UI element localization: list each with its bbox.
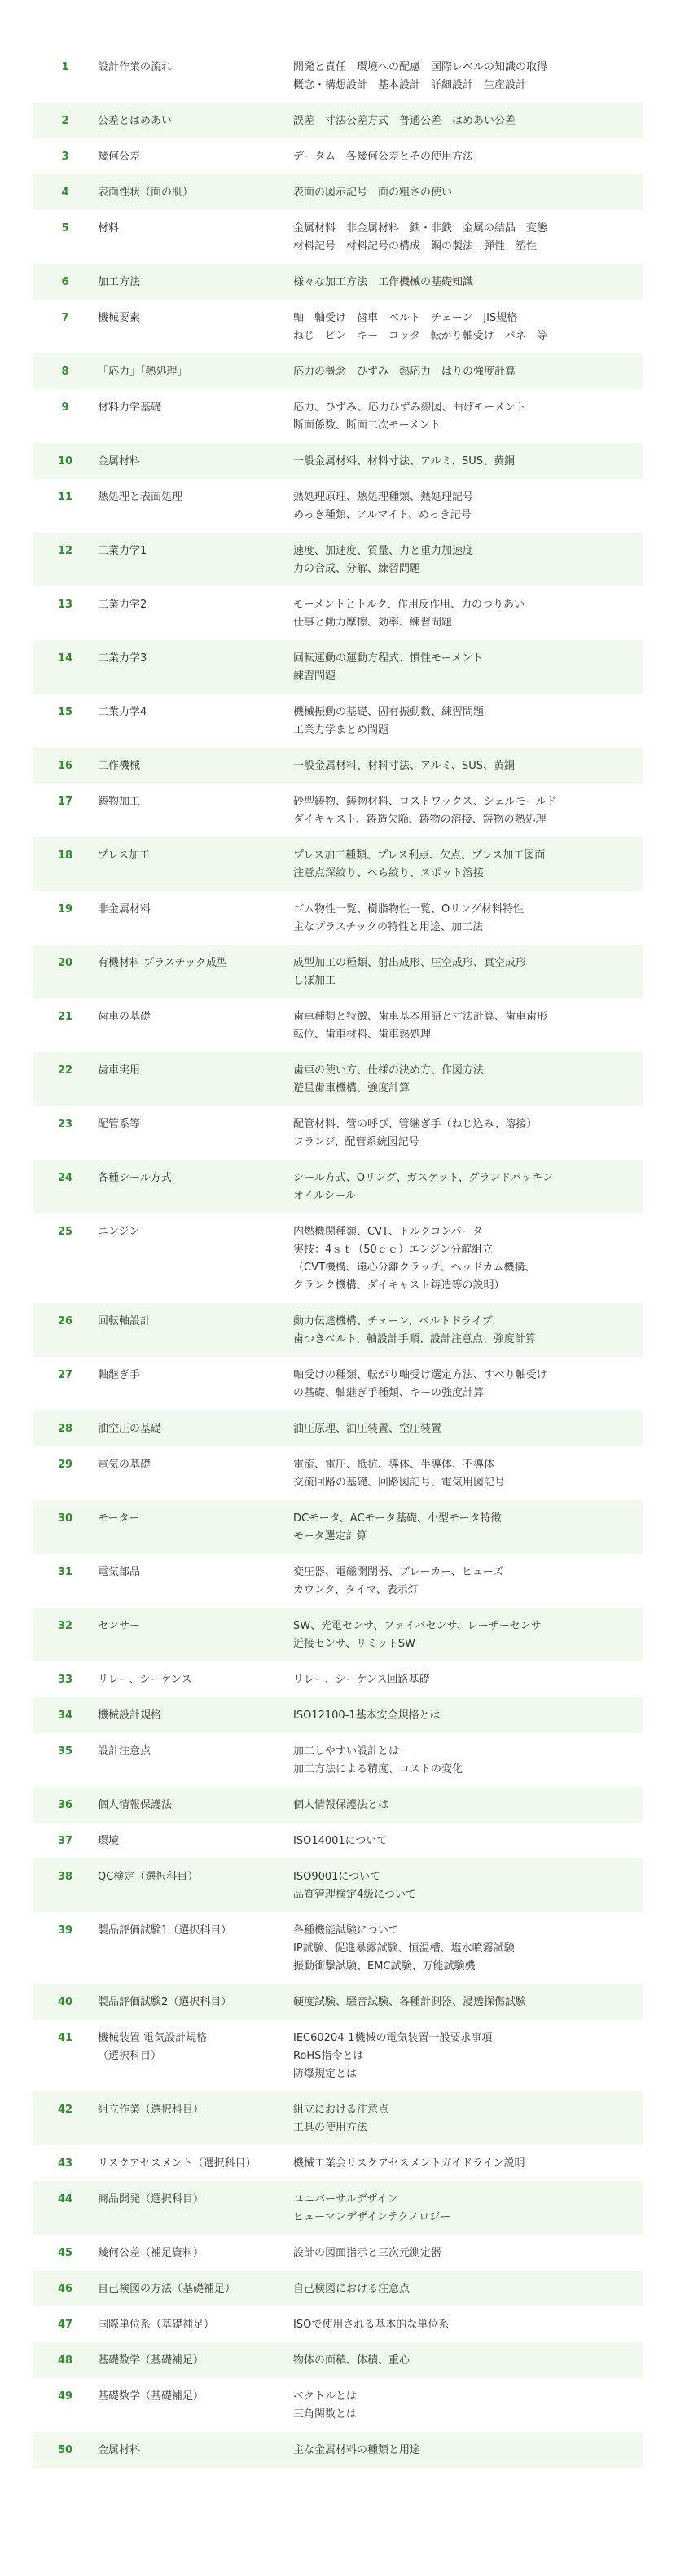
topic-line: 変圧器、電磁開閉器、ブレーカー、ヒューズ	[293, 1566, 504, 1578]
row-title: 設計注意点	[98, 1745, 151, 1758]
row-number: 43	[57, 2157, 73, 2170]
row-title: 機械装置 電気設計規格 （選択科目）	[98, 2032, 208, 2062]
row-number: 22	[57, 1064, 73, 1077]
row-number: 29	[57, 1459, 73, 1471]
row-title: 自己検図の方法（基礎補足）	[98, 2283, 236, 2295]
row-title: 個人情報保護法	[98, 1799, 173, 1811]
table-row	[33, 2342, 643, 2378]
topic-line: 工業力学まとめ問題	[293, 724, 389, 736]
topic-line: 各種機能試験について	[293, 1924, 399, 1937]
topic-line: 誤差 寸法公差方式 普通公差 はめあい公差	[293, 115, 516, 127]
table-row	[33, 748, 643, 783]
row-topics	[293, 1868, 643, 1904]
row-number: 24	[57, 1172, 73, 1184]
row-title: 鋳物加工	[98, 796, 141, 808]
row-title: 製品評価試験1（選択科目）	[98, 1924, 232, 1937]
topic-line: 熱処理原理、熱処理種類、熱処理記号	[293, 491, 474, 503]
row-number: 46	[57, 2283, 73, 2295]
row-topics	[293, 1671, 643, 1689]
topic-line: ゴム物性一覧、樹脂物性一覧、Oリング材料特性	[293, 903, 524, 915]
topic-line: 交流回路の基礎、回路図記号、電気用図記号	[293, 1477, 506, 1489]
table-row	[33, 103, 643, 138]
topic-line: の基礎、軸継ぎ手種類、キーの強度計算	[293, 1387, 485, 1399]
topic-line: 材料記号 材料記号の構成 鋼の製法 弾性 塑性	[293, 240, 538, 252]
row-number: 47	[57, 2319, 73, 2331]
topic-line: 力の合成、分解、練習問題	[293, 563, 421, 575]
row-number: 50	[57, 2444, 73, 2456]
row-title: 表面性状（面の肌）	[98, 187, 194, 199]
topic-line: 砂型鋳物、鋳物材料、ロストワックス、シェルモールド	[293, 796, 557, 808]
topic-line: 物体の面積、体積、重心	[293, 2354, 410, 2367]
table-row	[33, 389, 643, 443]
row-title: プレス加工	[98, 849, 151, 862]
row-topics	[293, 1510, 643, 1546]
table-row	[33, 1608, 643, 1661]
table-row	[33, 1357, 643, 1411]
topic-line: クランク機構、ダイキャスト鋳造等の説明）	[293, 1279, 505, 1292]
topic-line: 自己検図における注意点	[293, 2283, 410, 2295]
topic-line: 近接センサ、リミットSW	[293, 1638, 415, 1650]
table-row	[33, 2091, 643, 2145]
topic-line: 断面係数、断面二次モーメント	[293, 419, 441, 432]
row-title: 製品評価試験2（選択科目）	[98, 1996, 232, 2008]
row-number: 48	[57, 2354, 73, 2367]
topic-line: オイルシール	[293, 1190, 356, 1202]
topic-line: リレー、シーケンス回路基礎	[293, 1674, 430, 1686]
topic-line: 工具の使用方法	[293, 2122, 368, 2134]
row-number: 8	[61, 366, 69, 378]
row-number: 34	[57, 1709, 73, 1722]
row-topics	[293, 1832, 643, 1850]
topic-line: データム 各幾何公差とその使用方法	[293, 151, 474, 163]
row-topics	[293, 2101, 643, 2137]
topic-line: 一般金属材料、材料寸法、アルミ、SUS、黄銅	[293, 760, 515, 772]
topic-line: 様々な加工方法 工作機械の基礎知識	[293, 276, 474, 288]
row-title: 商品開発（選択科目）	[98, 2193, 204, 2205]
row-topics	[293, 757, 643, 775]
table-row	[33, 1500, 643, 1554]
table-row	[33, 1446, 643, 1500]
topic-line: 機械工業会リスクアセスメントガイドライン説明	[293, 2157, 525, 2170]
row-title: 工作機械	[98, 760, 141, 772]
row-title: 工業力学4	[98, 706, 147, 718]
topic-line: 電流、電圧、抵抗、導体、半導体、不導体	[293, 1459, 495, 1471]
topic-line: 設計の図面指示と三次元測定器	[293, 2247, 442, 2259]
row-title: 電気の基礎	[98, 1459, 151, 1471]
table-row	[33, 837, 643, 891]
row-number: 7	[61, 312, 69, 324]
row-title: 金属材料	[98, 2444, 141, 2456]
topic-line: ISO12100-1基本安全規格とは	[293, 1709, 441, 1722]
row-number: 40	[57, 1996, 73, 2008]
topic-line: 加工方法による精度、コストの変化	[293, 1763, 463, 1775]
row-title: 熱処理と表面処理	[98, 491, 183, 503]
row-topics	[293, 59, 643, 94]
topic-line: 金属材料 非金属材料 鉄・非鉄 金属の結晶 変態	[293, 222, 548, 235]
row-title: 基礎数学（基礎補足）	[98, 2390, 204, 2403]
row-title: 機械要素	[98, 312, 141, 324]
topic-line: シール方式、Oリング、ガスケット、グランドパッキン	[293, 1172, 553, 1184]
row-topics	[293, 596, 643, 632]
topic-line: 主なプラスチックの特性と用途、加工法	[293, 921, 483, 933]
row-number: 13	[57, 599, 73, 611]
row-number: 10	[57, 455, 73, 467]
table-row	[33, 2235, 643, 2271]
curriculum-table	[33, 49, 643, 2468]
topic-line: 仕事と動力摩擦、効率、練習問題	[293, 617, 453, 629]
row-topics	[293, 220, 643, 256]
row-topics	[293, 453, 643, 471]
row-topics	[293, 1456, 643, 1492]
row-title: 電気部品	[98, 1566, 141, 1578]
topic-line: 転位、歯車材料、歯車熱処理	[293, 1029, 432, 1041]
row-number: 27	[57, 1369, 73, 1381]
row-title: 環境	[98, 1835, 120, 1847]
row-number: 26	[57, 1315, 73, 1327]
row-topics	[293, 2316, 643, 2334]
table-row	[33, 1912, 643, 1984]
row-number: 4	[61, 187, 69, 199]
row-number: 42	[57, 2104, 73, 2116]
topic-line: SW、光電センサ、ファイバセンサ、レーザーセンサ	[293, 1620, 542, 1632]
row-number: 19	[57, 903, 73, 915]
topic-line: モーメントとトルク、作用反作用、力のつりあい	[293, 599, 525, 611]
table-row	[33, 1697, 643, 1733]
table-row	[33, 1213, 643, 1303]
row-title: 金属材料	[98, 455, 141, 467]
row-topics	[293, 148, 643, 166]
topic-line: 歯つきベルト、軸設計手順、設計注意点、強度計算	[293, 1333, 536, 1345]
row-topics	[293, 112, 643, 130]
row-title: 公差とはめあい	[98, 115, 173, 127]
table-row	[33, 1554, 643, 1608]
row-number: 1	[61, 61, 69, 73]
row-number: 49	[57, 2390, 73, 2403]
table-row	[33, 2020, 643, 2091]
table-row	[33, 1823, 643, 1858]
table-row	[33, 1411, 643, 1446]
table-row	[33, 783, 643, 837]
row-topics	[293, 1564, 643, 1600]
topic-line: 速度、加速度、質量、力と重力加速度	[293, 545, 474, 557]
topic-line: DCモータ、ACモータ基礎、小型モータ特徴	[293, 1512, 502, 1525]
topic-line: ベクトルとは	[293, 2390, 358, 2403]
row-number: 33	[57, 1674, 73, 1686]
row-title: 幾何公差（補足資料）	[98, 2247, 204, 2259]
table-row	[33, 300, 643, 353]
row-topics	[293, 2030, 643, 2083]
table-row	[33, 2181, 643, 2235]
row-number: 30	[57, 1512, 73, 1525]
row-number: 28	[57, 1423, 73, 1435]
table-row	[33, 210, 643, 264]
row-topics	[293, 363, 643, 381]
row-title: 「応力」「熱処理」	[98, 366, 188, 378]
row-topics	[293, 2155, 643, 2173]
table-row	[33, 353, 643, 389]
table-row	[33, 2306, 643, 2342]
topic-line: 応力、ひずみ、応力ひずみ線図、曲げモーメント	[293, 402, 526, 414]
topic-line: ユニバーサルデザイン	[293, 2193, 398, 2205]
topic-line: IP試験、促進暴露試験、恒温槽、塩水噴霧試験	[293, 1942, 515, 1955]
topic-line: めっき種類、アルマイト、めっき記号	[293, 509, 472, 521]
topic-line: 軸受けの種類、転がり軸受け選定方法、すべり軸受け	[293, 1369, 547, 1381]
topic-line: 油圧原理、油圧装置、空圧装置	[293, 1423, 442, 1435]
row-number: 38	[57, 1871, 73, 1883]
row-number: 18	[57, 849, 73, 862]
topic-line: 硬度試験、騒音試験、各種計測器、浸透探傷試験	[293, 1996, 527, 2008]
row-number: 21	[57, 1011, 73, 1023]
row-title: 基礎数学（基礎補足）	[98, 2354, 204, 2367]
topic-line: 実技：4ｓｔ（50ｃｃ）エンジン分解組立	[293, 1244, 494, 1256]
table-row	[33, 640, 643, 694]
topic-line: 歯車種類と特徴、歯車基本用語と寸法計算、歯車歯形	[293, 1011, 548, 1023]
row-topics	[293, 309, 643, 345]
row-title: 国際単位系（基礎補足）	[98, 2319, 215, 2331]
row-topics	[293, 399, 643, 435]
table-row	[33, 694, 643, 748]
topic-line: （CVT機構、遠心分離クラッチ、ヘッドカム機構、	[293, 1262, 536, 1274]
table-row	[33, 2145, 643, 2181]
row-title: 工業力学1	[98, 545, 147, 557]
topic-line: 表面の図示記号 面の粗さの使い	[293, 187, 453, 199]
row-number: 20	[57, 957, 73, 969]
row-topics	[293, 1617, 643, 1653]
row-topics	[293, 1707, 643, 1725]
table-row	[33, 998, 643, 1052]
row-topics	[293, 1797, 643, 1815]
row-title: 有機材料 プラスチック成型	[98, 957, 228, 969]
row-topics	[293, 650, 643, 686]
table-row	[33, 1052, 643, 1106]
topic-line: 加工しやすい設計とは	[293, 1745, 400, 1758]
row-number: 11	[57, 491, 73, 503]
row-title: 各種シール方式	[98, 1172, 172, 1184]
row-topics	[293, 1420, 643, 1438]
row-number: 17	[57, 796, 73, 808]
topic-line: 注意点深絞り、へら絞り、スポット溶接	[293, 867, 485, 880]
topic-line: RoHS指令とは	[293, 2050, 364, 2062]
row-title: 工業力学2	[98, 599, 147, 611]
row-topics	[293, 1367, 643, 1402]
row-number: 36	[57, 1799, 73, 1811]
topic-line: 概念・構想設計 基本設計 詳細設計 生産設計	[293, 79, 527, 91]
topic-line: 内燃機関種類、CVT、トルクコンバータ	[293, 1226, 483, 1238]
table-row	[33, 1787, 643, 1823]
row-topics	[293, 954, 643, 990]
table-row	[33, 479, 643, 533]
row-number: 9	[61, 402, 69, 414]
topic-line: 軸 軸受け 歯車 ベルト チェーン JIS規格	[293, 312, 518, 324]
topic-line: 練習問題	[293, 670, 336, 682]
row-topics	[293, 2352, 643, 2370]
topic-line: 応力の概念 ひずみ 熱応力 はりの強度計算	[293, 366, 516, 378]
row-topics	[293, 1313, 643, 1349]
row-topics	[293, 1062, 643, 1098]
row-number: 25	[57, 1226, 73, 1238]
row-number: 14	[57, 652, 73, 665]
topic-line: ISO14001について	[293, 1835, 388, 1847]
table-row	[33, 1858, 643, 1912]
table-row	[33, 174, 643, 210]
row-number: 23	[57, 1118, 73, 1130]
row-title: 材料	[98, 222, 120, 235]
topic-line: 遊星歯車機構、強度計算	[293, 1082, 410, 1095]
topic-line: フランジ、配管系統図記号	[293, 1136, 419, 1148]
row-number: 2	[61, 115, 69, 127]
row-topics	[293, 542, 643, 578]
row-number: 5	[61, 222, 69, 235]
row-topics	[293, 704, 643, 739]
row-title: リレー、シーケンス	[98, 1674, 192, 1686]
row-topics	[293, 1223, 643, 1295]
topic-line: 振動衝撃試験、EMC試験、万能試験機	[293, 1960, 476, 1973]
table-row	[33, 586, 643, 640]
topic-line: 一般金属材料、材料寸法、アルミ、SUS、黄銅	[293, 455, 515, 467]
topic-line: カウンタ、タイマ、表示灯	[293, 1584, 419, 1596]
topic-line: ダイキャスト、鋳造欠陥、鋳物の溶接、鋳物の熱処理	[293, 814, 547, 826]
row-title: センサー	[98, 1620, 141, 1632]
row-number: 16	[57, 760, 73, 772]
table-row	[33, 264, 643, 300]
topic-line: 個人情報保護法とは	[293, 1799, 389, 1811]
topic-line: 回転運動の運動方程式、慣性モーメント	[293, 652, 483, 665]
row-number: 15	[57, 706, 73, 718]
table-row	[33, 1733, 643, 1787]
table-row	[33, 2432, 643, 2468]
row-title: エンジン	[98, 1226, 140, 1238]
row-topics	[293, 2442, 643, 2460]
row-topics	[293, 489, 643, 524]
topic-line: IEC60204-1機械の電気装置一般要求事項	[293, 2032, 493, 2044]
topic-line: しぼ加工	[293, 975, 336, 987]
row-number: 31	[57, 1566, 73, 1578]
topic-line: 成型加工の種類、射出成形、圧空成形、真空成形	[293, 957, 527, 969]
table-row	[33, 945, 643, 998]
topic-line: 組立における注意点	[293, 2104, 389, 2116]
row-topics	[293, 2245, 643, 2262]
topic-line: 動力伝達機構、チェーン、ベルトドライブ、	[293, 1315, 503, 1327]
table-row	[33, 49, 643, 103]
row-topics	[293, 1922, 643, 1976]
row-number: 45	[57, 2247, 73, 2259]
row-title: 工業力学3	[98, 652, 147, 665]
row-title: 幾何公差	[98, 151, 141, 163]
row-title: 配管系等	[98, 1118, 141, 1130]
row-number: 32	[57, 1620, 73, 1632]
row-title: 加工方法	[98, 276, 141, 288]
topic-line: 開発と責任 環境への配慮 国際レベルの知識の取得	[293, 61, 548, 73]
table-row	[33, 1106, 643, 1160]
row-title: 組立作業（選択科目）	[98, 2104, 204, 2116]
topic-line: 機械振動の基礎、固有振動数、練習問題	[293, 706, 485, 718]
row-topics	[293, 184, 643, 202]
topic-line: 主な金属材料の種類と用途	[293, 2444, 421, 2456]
topic-line: 三角関数とは	[293, 2408, 358, 2420]
row-title: リスクアセスメント（選択科目）	[98, 2157, 257, 2170]
table-row	[33, 443, 643, 479]
row-title: 機械設計規格	[98, 1709, 162, 1722]
row-title: QC検定（選択科目）	[98, 1871, 199, 1883]
row-title: 非金属材料	[98, 903, 151, 915]
row-topics	[293, 1116, 643, 1152]
topic-line: モータ選定計算	[293, 1530, 367, 1543]
row-topics	[293, 1170, 643, 1205]
topic-line: プレス加工種類、プレス利点、欠点、プレス加工図面	[293, 849, 546, 862]
row-number: 37	[57, 1835, 73, 1847]
table-row	[33, 138, 643, 174]
row-title: 軸継ぎ手	[98, 1369, 141, 1381]
row-topics	[293, 847, 643, 883]
row-title: 歯車の基礎	[98, 1011, 151, 1023]
table-row	[33, 1303, 643, 1357]
row-title: 材料力学基礎	[98, 402, 162, 414]
row-topics	[293, 1743, 643, 1779]
table-row	[33, 2271, 643, 2306]
table-row	[33, 1661, 643, 1697]
row-topics	[293, 901, 643, 937]
row-topics	[293, 2280, 643, 2298]
topic-line: 防爆規定とは	[293, 2068, 358, 2080]
row-title: 歯車実用	[98, 1064, 141, 1077]
row-topics	[293, 274, 643, 292]
row-number: 12	[57, 545, 73, 557]
row-topics	[293, 793, 643, 829]
row-title: 油空圧の基礎	[98, 1423, 162, 1435]
row-number: 3	[61, 151, 69, 163]
topic-line: 配管材料、管の呼び、管継ぎ手（ねじ込み、溶接）	[293, 1118, 538, 1130]
row-number: 6	[61, 276, 69, 288]
row-topics	[293, 1994, 643, 2012]
row-title: 回転軸設計	[98, 1315, 151, 1327]
row-title: モーター	[98, 1512, 140, 1525]
topic-line: ISO9001について	[293, 1871, 381, 1883]
table-row	[33, 891, 643, 945]
row-number: 44	[57, 2193, 73, 2205]
topic-line: 歯車の使い方、仕様の決め方、作図方法	[293, 1064, 485, 1077]
topic-line: 品質管理検定4級について	[293, 1889, 417, 1901]
topic-line: ISOで使用される基本的な単位系	[293, 2319, 450, 2331]
row-number: 39	[57, 1924, 73, 1937]
row-number: 35	[57, 1745, 73, 1758]
row-topics	[293, 2191, 643, 2227]
table-row	[33, 533, 643, 586]
table-row	[33, 1160, 643, 1213]
row-title: 設計作業の流れ	[98, 61, 173, 73]
table-row	[33, 2378, 643, 2432]
topic-line: ねじ ピン キー コッタ 転がり軸受け バネ 等	[293, 330, 547, 342]
topic-line: ヒューマンデザインテクノロジー	[293, 2211, 451, 2223]
row-topics	[293, 1008, 643, 1044]
row-topics	[293, 2388, 643, 2424]
table-row	[33, 1984, 643, 2020]
row-number: 41	[57, 2032, 73, 2044]
